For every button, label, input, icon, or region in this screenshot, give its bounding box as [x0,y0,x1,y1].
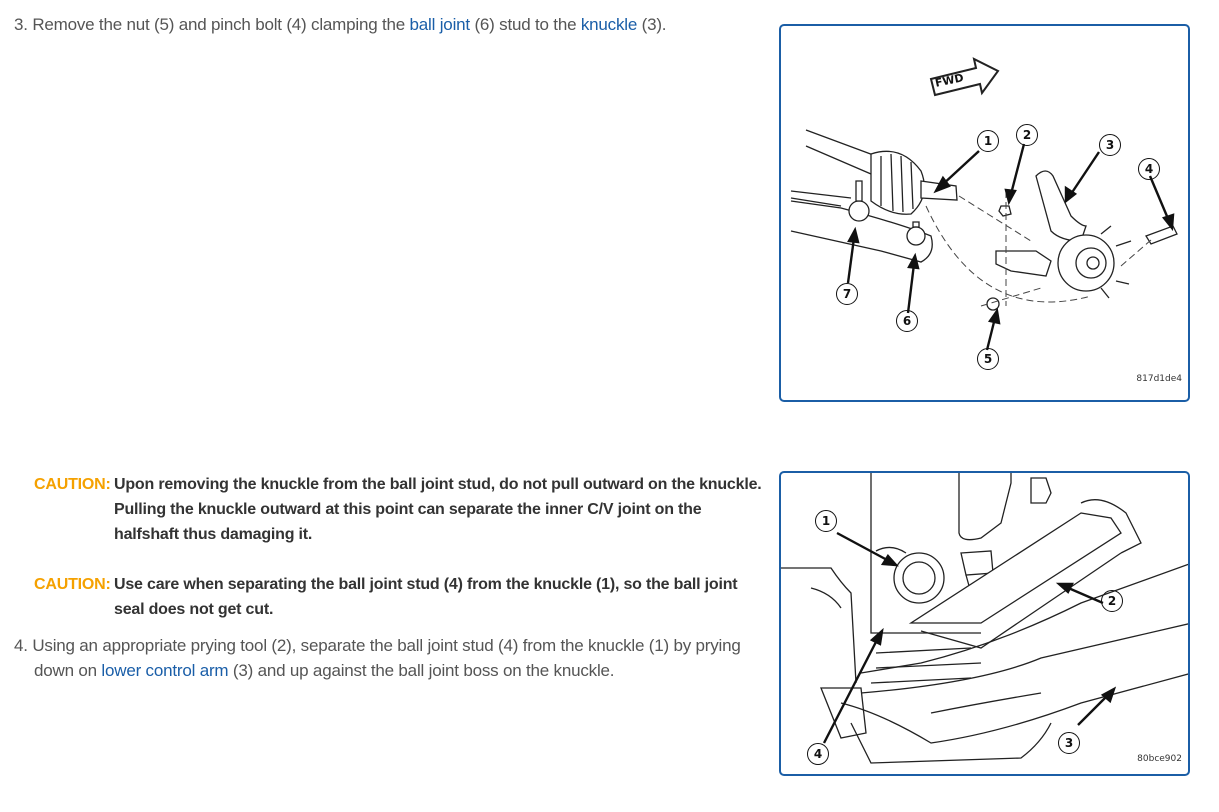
callout-1: 1 [977,130,999,152]
figure-knuckle-exploded [779,24,1190,402]
step-text: Using an appropriate prying tool (2), separate the ball joint stud (4) from the knuckle (1) by prying down on [32,636,741,680]
callout-7: 7 [836,283,858,305]
step-text: (3). [637,15,667,34]
callout-4: 4 [807,743,829,765]
step-text: (3) and up against the ball joint boss on the knuckle. [228,661,615,680]
lower-control-arm-link[interactable]: lower control arm [101,661,229,680]
callout-5: 5 [977,348,999,370]
ball-joint-link[interactable]: ball joint [409,15,470,34]
caution-text: Upon removing the knuckle from the ball joint stud, do not pull outward on the knuckle. Pulling the knuckle outward at this point can separate the inner C/V joint on the halfshaft thus damaging it. [114,476,762,543]
step-4 [14,633,774,683]
callout-2: 2 [1016,124,1038,146]
caution-2 [34,572,754,622]
figure-code: 817d1de4 [1136,374,1182,384]
knuckle-link[interactable]: knuckle [580,15,638,34]
callout-2: 2 [1101,590,1123,612]
step-number: 4. [14,636,28,655]
step-text: Remove the nut (5) and pinch bolt (4) clamping the [32,15,410,34]
step-3 [14,12,754,37]
callout-4: 4 [1138,158,1160,180]
step-number: 3. [14,15,28,34]
caution-label: CAUTION: [34,476,111,493]
figure-ball-joint-pry [779,471,1190,776]
callout-3: 3 [1058,732,1080,754]
pry-diagram [781,473,1190,776]
caution-text: Use care when separating the ball joint stud (4) from the knuckle (1), so the ball joint seal does not get cut. [114,576,738,618]
callout-6: 6 [896,310,918,332]
callout-3: 3 [1099,134,1121,156]
figure-code: 80bce902 [1137,754,1182,764]
caution-1 [34,472,764,547]
caution-label: CAUTION: [34,576,111,593]
exploded-diagram [781,26,1190,402]
callout-1: 1 [815,510,837,532]
fwd-label: FWD [933,71,965,90]
step-text: (6) stud to the [469,15,581,34]
